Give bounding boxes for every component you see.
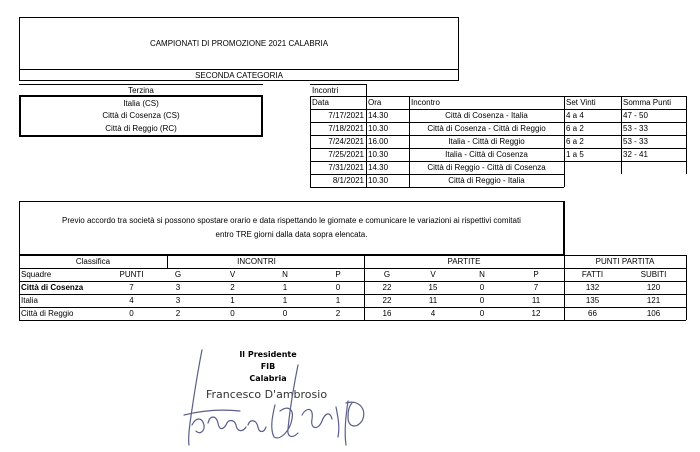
table-row	[310, 109, 686, 122]
table-row	[19, 307, 686, 320]
terzina-team: Italia (CS)	[123, 98, 159, 108]
match-date: 7/17/2021	[328, 111, 364, 120]
category-label: SECONDA CATEGORIA	[19, 70, 459, 81]
match-set-vinti	[564, 174, 621, 187]
cell-incontri-v: 0	[230, 309, 235, 318]
col-header-fatti: FATTI	[581, 270, 604, 279]
table-row	[310, 135, 686, 148]
cell-subiti: 106	[646, 309, 661, 318]
col-header-incontro: Incontro	[411, 98, 440, 107]
cell-incontri-v: 2	[230, 283, 235, 292]
terzina-header: Terzina	[19, 84, 263, 95]
incontri-header: Incontri	[312, 85, 339, 95]
match-teams: Città di Cosenza - Italia	[445, 111, 528, 120]
cell-partite-n: 0	[479, 283, 485, 292]
cell-incontri-p: 1	[335, 296, 341, 305]
match-set-vinti: 6 a 2	[566, 137, 584, 146]
team-name: Italia	[21, 296, 38, 305]
match-date: 7/31/2021	[328, 163, 364, 172]
match-somma-punti: 32 - 41	[623, 150, 648, 159]
match-date: 8/1/2021	[332, 176, 364, 185]
cell-partite-v: 4	[430, 309, 436, 318]
table-row	[19, 281, 686, 294]
col-header-set-vinti: Set Vinti	[566, 98, 596, 107]
match-date: 7/25/2021	[328, 150, 364, 159]
col-header-partite-v: V	[430, 270, 436, 279]
terzina-team: Città di Cosenza (CS)	[102, 111, 180, 120]
cell-subiti: 121	[646, 296, 661, 305]
cell-fatti: 66	[588, 309, 597, 318]
match-set-vinti: 6 a 2	[566, 124, 584, 133]
match-set-vinti: 1 a 5	[566, 150, 584, 159]
cell-partite-v: 15	[428, 283, 438, 292]
col-header-partite-n: N	[479, 270, 485, 279]
match-somma-punti: 53 - 33	[623, 124, 648, 133]
group-header-incontri: INCONTRI	[237, 256, 276, 266]
signature-name: Francesco D'ambrosio	[206, 387, 328, 401]
cell-subiti: 120	[646, 283, 661, 292]
group-header-partite: PARTITE	[447, 256, 481, 266]
cell-partite-g: 22	[382, 283, 392, 292]
match-teams: Città di Reggio - Città di Cosenza	[427, 163, 546, 172]
team-name: Città di Cosenza	[21, 283, 84, 292]
match-time: 10.30	[368, 150, 389, 159]
cell-punti: 7	[129, 283, 134, 292]
group-header-punti-partita: PUNTI PARTITA	[595, 256, 655, 266]
cell-incontri-g: 3	[175, 296, 181, 305]
match-teams: Città di Reggio - Italia	[448, 176, 525, 185]
cell-fatti: 135	[585, 296, 600, 305]
handwritten-signature	[180, 345, 380, 450]
cell-punti: 0	[129, 309, 134, 318]
col-header-incontri-p: P	[335, 270, 341, 279]
cell-partite-n: 0	[479, 296, 485, 305]
cell-partite-g: 22	[382, 296, 392, 305]
match-time: 14.30	[368, 111, 389, 120]
col-header-partite-p: P	[533, 270, 539, 279]
cell-incontri-p: 0	[335, 283, 341, 292]
cell-incontri-v: 1	[230, 296, 235, 305]
team-name: Città di Reggio	[21, 309, 74, 318]
match-date: 7/24/2021	[328, 137, 364, 146]
cell-partite-g: 16	[382, 309, 392, 318]
cell-incontri-n: 1	[282, 296, 288, 305]
table-row	[310, 174, 686, 187]
table-row	[310, 122, 686, 135]
match-somma-punti	[621, 161, 686, 174]
cell-partite-p: 12	[531, 309, 541, 318]
match-somma-punti: 53 - 33	[623, 137, 648, 146]
table-row	[310, 161, 686, 174]
col-header-somma-punti: Somma Punti	[623, 98, 672, 107]
page-title: CAMPIONATI DI PROMOZIONE 2021 CALABRIA	[149, 39, 329, 48]
match-teams: Città di Cosenza - Città di Reggio	[427, 124, 546, 133]
col-header-subiti: SUBITI	[640, 270, 667, 279]
match-teams: Italia - Città di Cosenza	[445, 150, 528, 159]
cell-partite-p: 7	[533, 283, 539, 292]
cell-fatti: 132	[585, 283, 600, 292]
col-header-data: Data	[312, 98, 329, 107]
col-header-ora: Ora	[368, 98, 382, 107]
match-somma-punti	[621, 174, 686, 187]
match-teams: Italia - Città di Reggio	[448, 137, 525, 146]
match-time: 16.00	[368, 137, 389, 146]
table-row	[310, 148, 686, 161]
col-header-punti: PUNTI	[119, 270, 144, 279]
terzina-team: Città di Reggio (RC)	[105, 124, 177, 133]
match-time: 14.30	[368, 163, 389, 172]
match-time: 10.30	[368, 124, 389, 133]
match-set-vinti	[564, 161, 621, 174]
cell-incontri-p: 2	[335, 309, 341, 318]
col-header-partite-g: G	[383, 270, 391, 279]
cell-incontri-g: 2	[175, 309, 181, 318]
cell-incontri-g: 3	[175, 283, 181, 292]
cell-partite-v: 11	[428, 296, 438, 305]
match-time: 10.30	[368, 176, 389, 185]
match-somma-punti: 47 - 50	[623, 111, 648, 120]
cell-incontri-n: 0	[282, 309, 288, 318]
match-set-vinti: 4 a 4	[566, 111, 584, 120]
match-date: 7/18/2021	[328, 124, 364, 133]
col-header-incontri-g: G	[174, 270, 182, 279]
notice-line: entro TRE giorni dalla data sopra elencata.	[215, 229, 368, 239]
cell-partite-n: 0	[479, 309, 485, 318]
cell-incontri-n: 1	[282, 283, 288, 292]
col-header-incontri-n: N	[282, 270, 288, 279]
col-header-squadre: Squadre	[21, 270, 52, 279]
notice-line: Previo accordo tra società si possono spostare orario e data rispettando le giornate e comunicare le variazioni ai rispettivi comitati	[62, 215, 521, 225]
signature-title: Il Presidente	[239, 350, 297, 359]
cell-punti: 4	[129, 296, 134, 305]
table-row	[19, 294, 686, 307]
col-header-incontri-v: V	[229, 270, 236, 279]
group-header-classifica: Classifica	[75, 256, 111, 266]
cell-partite-p: 11	[531, 296, 541, 305]
signature-region: Calabria	[249, 374, 287, 383]
signature-org: FIB	[260, 362, 276, 371]
